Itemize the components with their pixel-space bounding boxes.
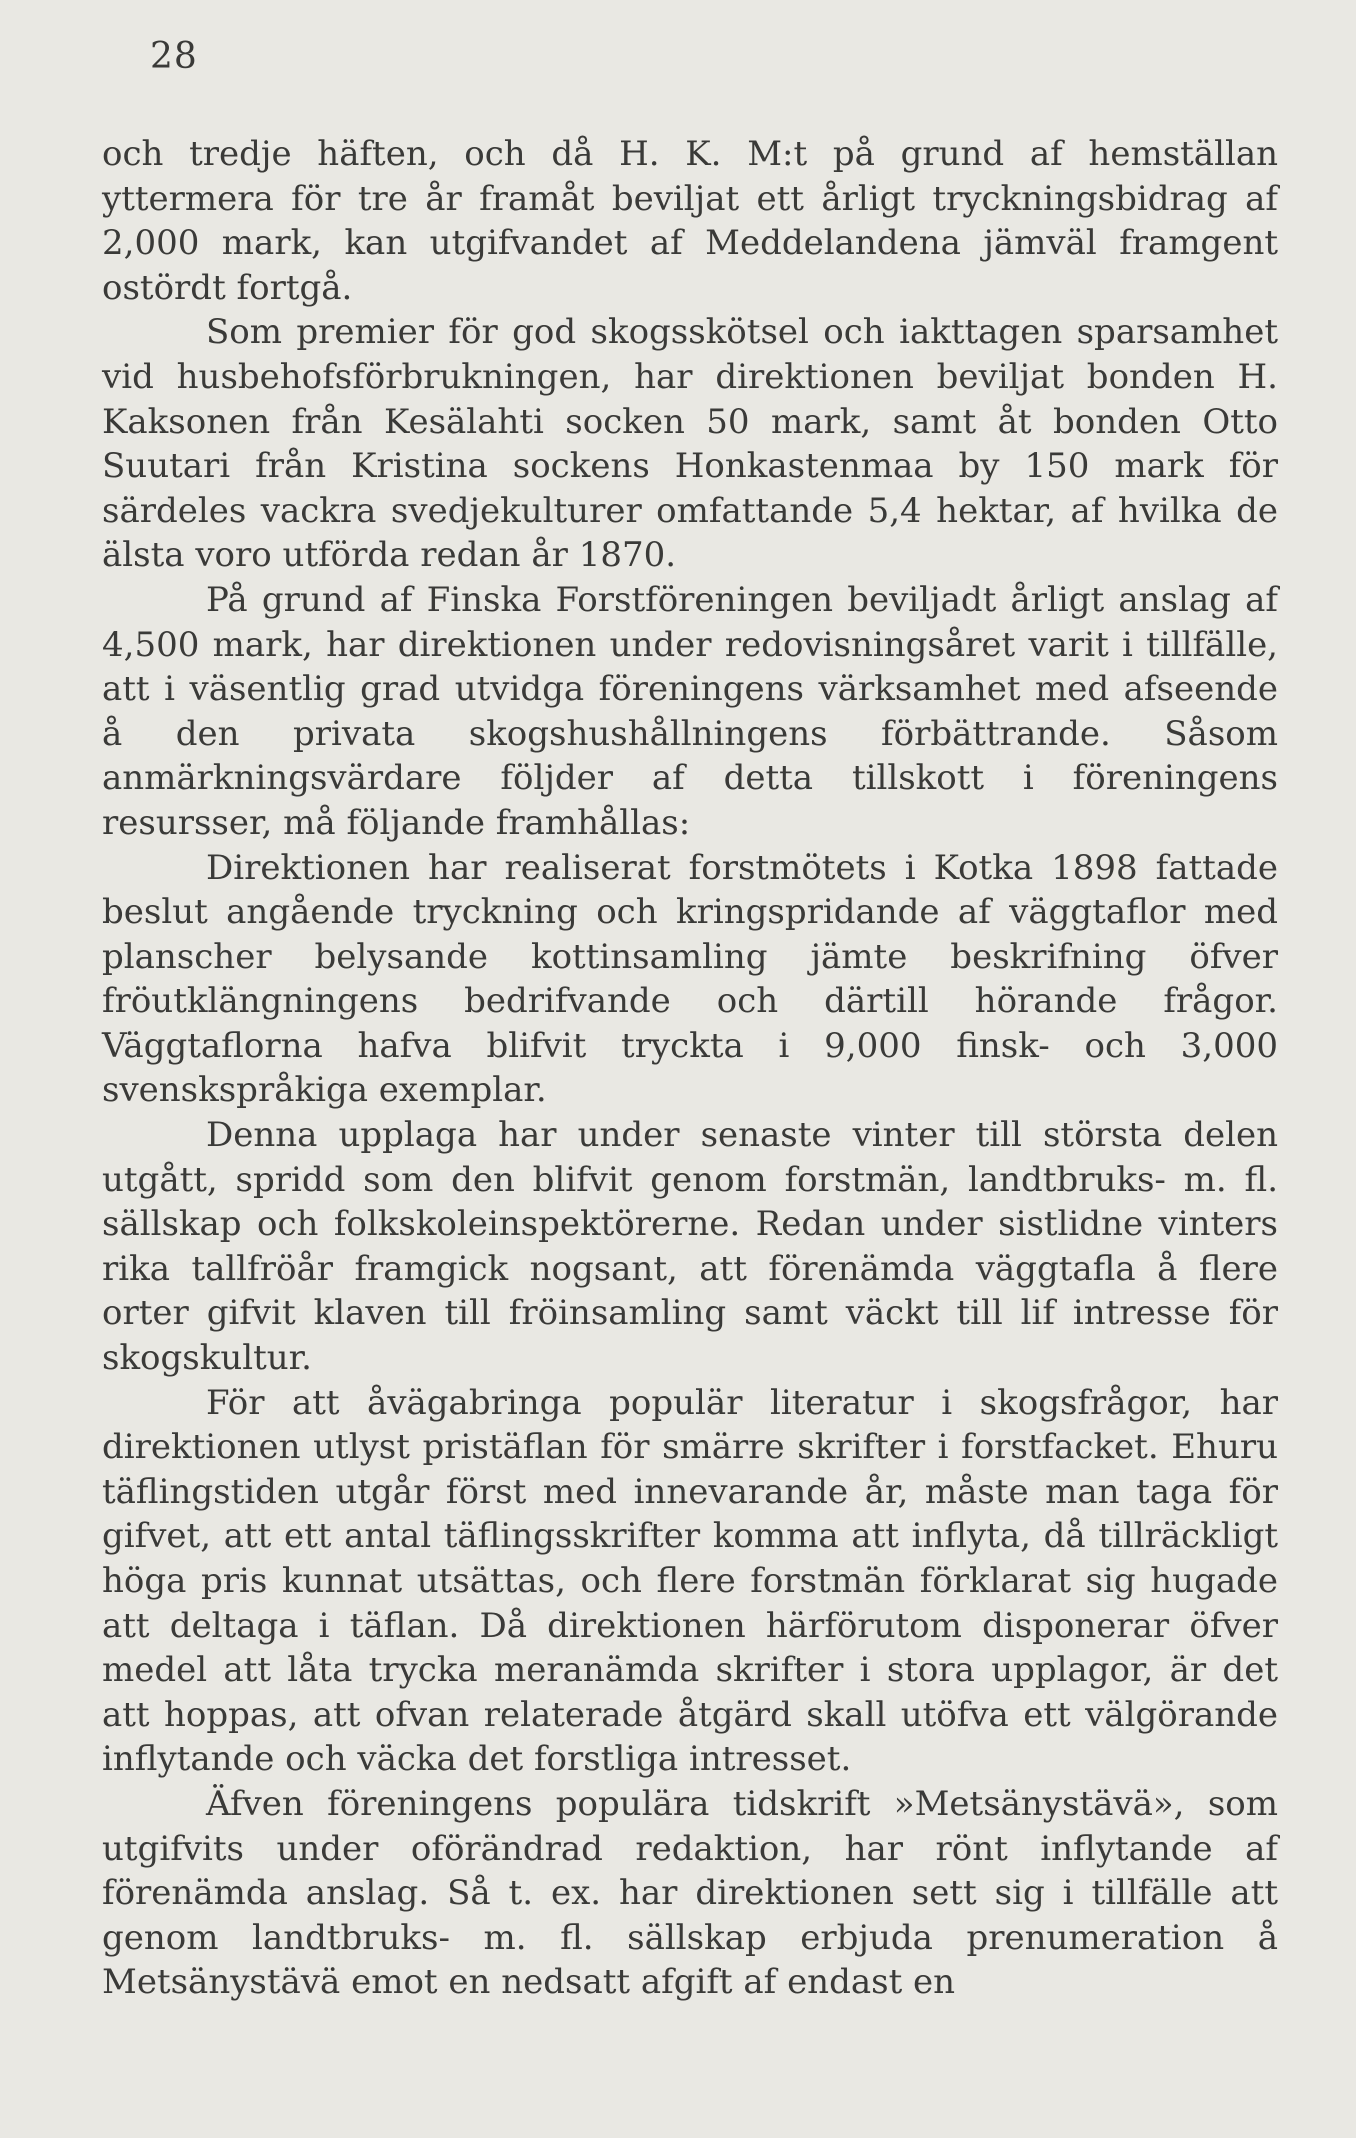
page-number: 28 — [150, 36, 198, 77]
paragraph: För att åvägabringa populär literatur i skogsfrågor, har direktionen utlyst pristäflan för smärre skrifter i forstfacket. Ehuru täflingstiden utgår först med innevarande år, måste man taga för gifvet, att ett antal täflingsskrifter komma att inflyta, då tillräckligt höga pris kunnat utsättas, och flere forstmän förklarat sig hugade att deltaga i täflan. Då direktionen härförutom disponerar öfver medel att låta trycka meranämda skrifter i stora upplagor, är det att hoppas, att ofvan relaterade åtgärd skall utöfva ett välgörande inflytande och väcka det forstliga intresset. — [102, 1382, 1278, 1780]
paragraph: Äfven föreningens populära tidskrift »Metsänystävä», som utgifvits under oförändrad redaktion, har rönt inflytande af förenämda anslag. Så t. ex. har direktionen sett sig i tillfälle att genom landtbruks- m. fl. sällskap erbjuda prenumeration å Metsänystävä emot en nedsatt afgift af endast en — [102, 1783, 1278, 2003]
paragraph: På grund af Finska Forstföreningen beviljadt årligt anslag af 4,500 mark, har direktionen under redovisningsåret varit i tillfälle, att i väsentlig grad utvidga föreningens värksamhet med afseende å den privata skogshushållningens förbättrande. Såsom anmärkningsvärdare följder af detta tillskott i föreningens resursser, må följande framhållas: — [102, 579, 1278, 843]
body-text — [102, 132, 1278, 2005]
paragraph: och tredje häften, och då H. K. M:t på grund af hemställan yttermera för tre år framåt beviljat ett årligt tryckningsbidrag af 2,000 mark, kan utgifvandet af Meddelandena jämväl framgent ostördt fortgå. — [102, 134, 1278, 308]
paragraph: Direktionen har realiserat forstmötets i Kotka 1898 fattade beslut angående tryckning och kringspridande af väggtaflor med planscher belysande kottinsamling jämte beskrifning öfver fröutklängningens bedrifvande och därtill hörande frågor. Väggtaflorna hafva blifvit tryckta i 9,000 finsk- och 3,000 svenskspråkiga exemplar. — [102, 847, 1278, 1111]
paragraph: Som premier för god skogsskötsel och iakttagen sparsamhet vid husbehofsförbrukningen, har direktionen beviljat bonden H. Kaksonen från Kesälahti socken 50 mark, samt åt bonden Otto Suutari från Kristina sockens Honkastenmaa by 150 mark för särdeles vackra svedjekulturer omfattande 5,4 hektar, af hvilka de älsta voro utförda redan år 1870. — [102, 312, 1278, 576]
paragraph: Denna upplaga har under senaste vinter till största delen utgått, spridd som den blifvit genom forstmän, landtbruks- m. fl. sällskap och folkskoleinspektörerne. Redan under sistlidne vinters rika tallfröår framgick nogsant, att förenämda väggtafla å flere orter gifvit klaven till fröinsamling samt väckt till lif intresse för skogskultur. — [102, 1115, 1278, 1379]
